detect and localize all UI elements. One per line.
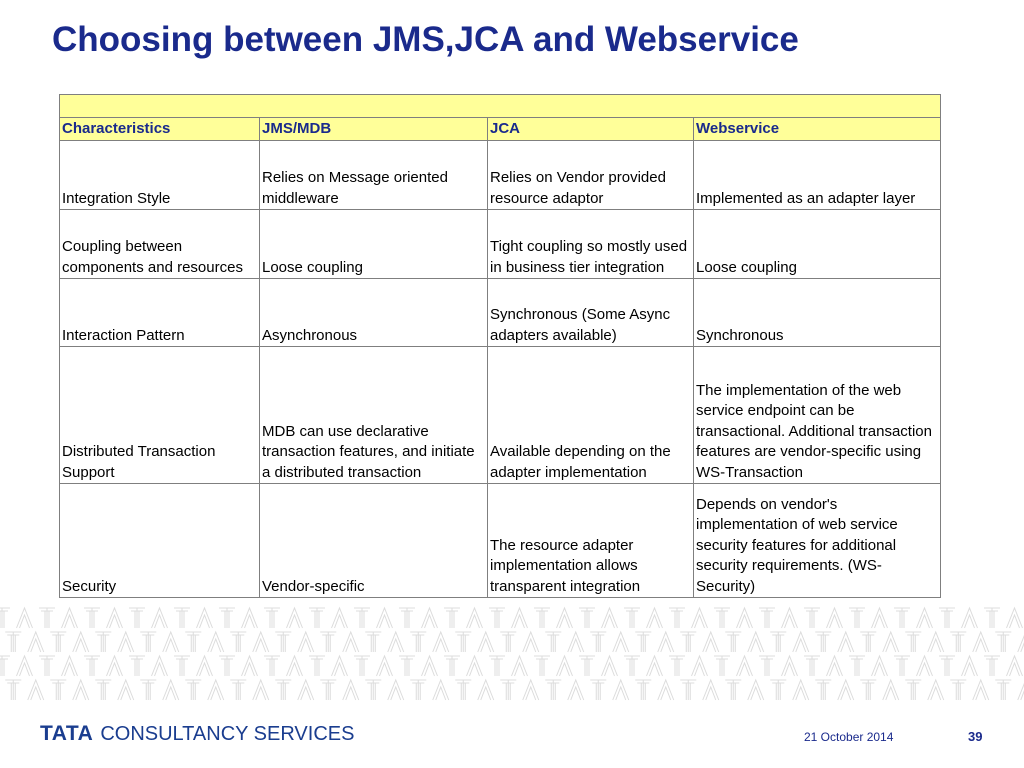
table-row [60, 141, 941, 210]
table-cell: The resource adapter implementation allows transparent integration [488, 484, 694, 598]
table-row [60, 279, 941, 347]
header-jms-mdb: JMS/MDB [260, 118, 488, 141]
header-characteristics: Characteristics [60, 118, 260, 141]
tata-pattern-graphic [0, 604, 1024, 704]
header-jca: JCA [488, 118, 694, 141]
table-cell: Vendor-specific [260, 484, 488, 598]
table-cell: Tight coupling so mostly used in business tier integration [488, 210, 694, 279]
table-cell: Depends on vendor's implementation of web service security features for additional security requirements. (WS-Security) [694, 484, 941, 598]
logo-consultancy-services: CONSULTANCY SERVICES [100, 722, 355, 745]
tcs-logo [40, 722, 354, 746]
pattern-row [5, 632, 1024, 652]
table-cell: Integration Style [60, 141, 260, 210]
slide-title: Choosing between JMS,JCA and Webservice [52, 20, 799, 59]
pattern-row [0, 656, 1024, 676]
table-banner-row [60, 95, 941, 118]
table-cell: MDB can use declarative transaction features, and initiate a distributed transaction [260, 347, 488, 484]
table-cell: Loose coupling [260, 210, 488, 279]
table-cell: Implemented as an adapter layer [694, 141, 941, 210]
table-cell: Relies on Vendor provided resource adaptor [488, 141, 694, 210]
table-cell: Asynchronous [260, 279, 488, 347]
tata-watermark-pattern [0, 604, 1024, 704]
table-cell: Interaction Pattern [60, 279, 260, 347]
logo-tata-word: TATA [40, 722, 94, 745]
comparison-table [59, 94, 941, 598]
table-banner-cell [60, 95, 941, 118]
table-header-row [60, 118, 941, 141]
table-cell: Security [60, 484, 260, 598]
table-cell: Available depending on the adapter implementation [488, 347, 694, 484]
header-webservice: Webservice [694, 118, 941, 141]
table-cell: The implementation of the web service endpoint can be transactional. Additional transaction features are vendor-specific using WS-Transaction [694, 347, 941, 484]
table-cell: Synchronous (Some Async adapters available) [488, 279, 694, 347]
table-row [60, 210, 941, 279]
table-row [60, 484, 941, 598]
page-number: 39 [968, 729, 983, 744]
table-cell: Coupling between components and resources [60, 210, 260, 279]
table-cell: Loose coupling [694, 210, 941, 279]
table-cell: Relies on Message oriented middleware [260, 141, 488, 210]
table-row [60, 347, 941, 484]
table-cell: Distributed Transaction Support [60, 347, 260, 484]
pattern-row [5, 680, 1024, 700]
slide-date: 21 October 2014 [804, 730, 894, 744]
table-cell: Synchronous [694, 279, 941, 347]
pattern-row [0, 608, 1024, 628]
